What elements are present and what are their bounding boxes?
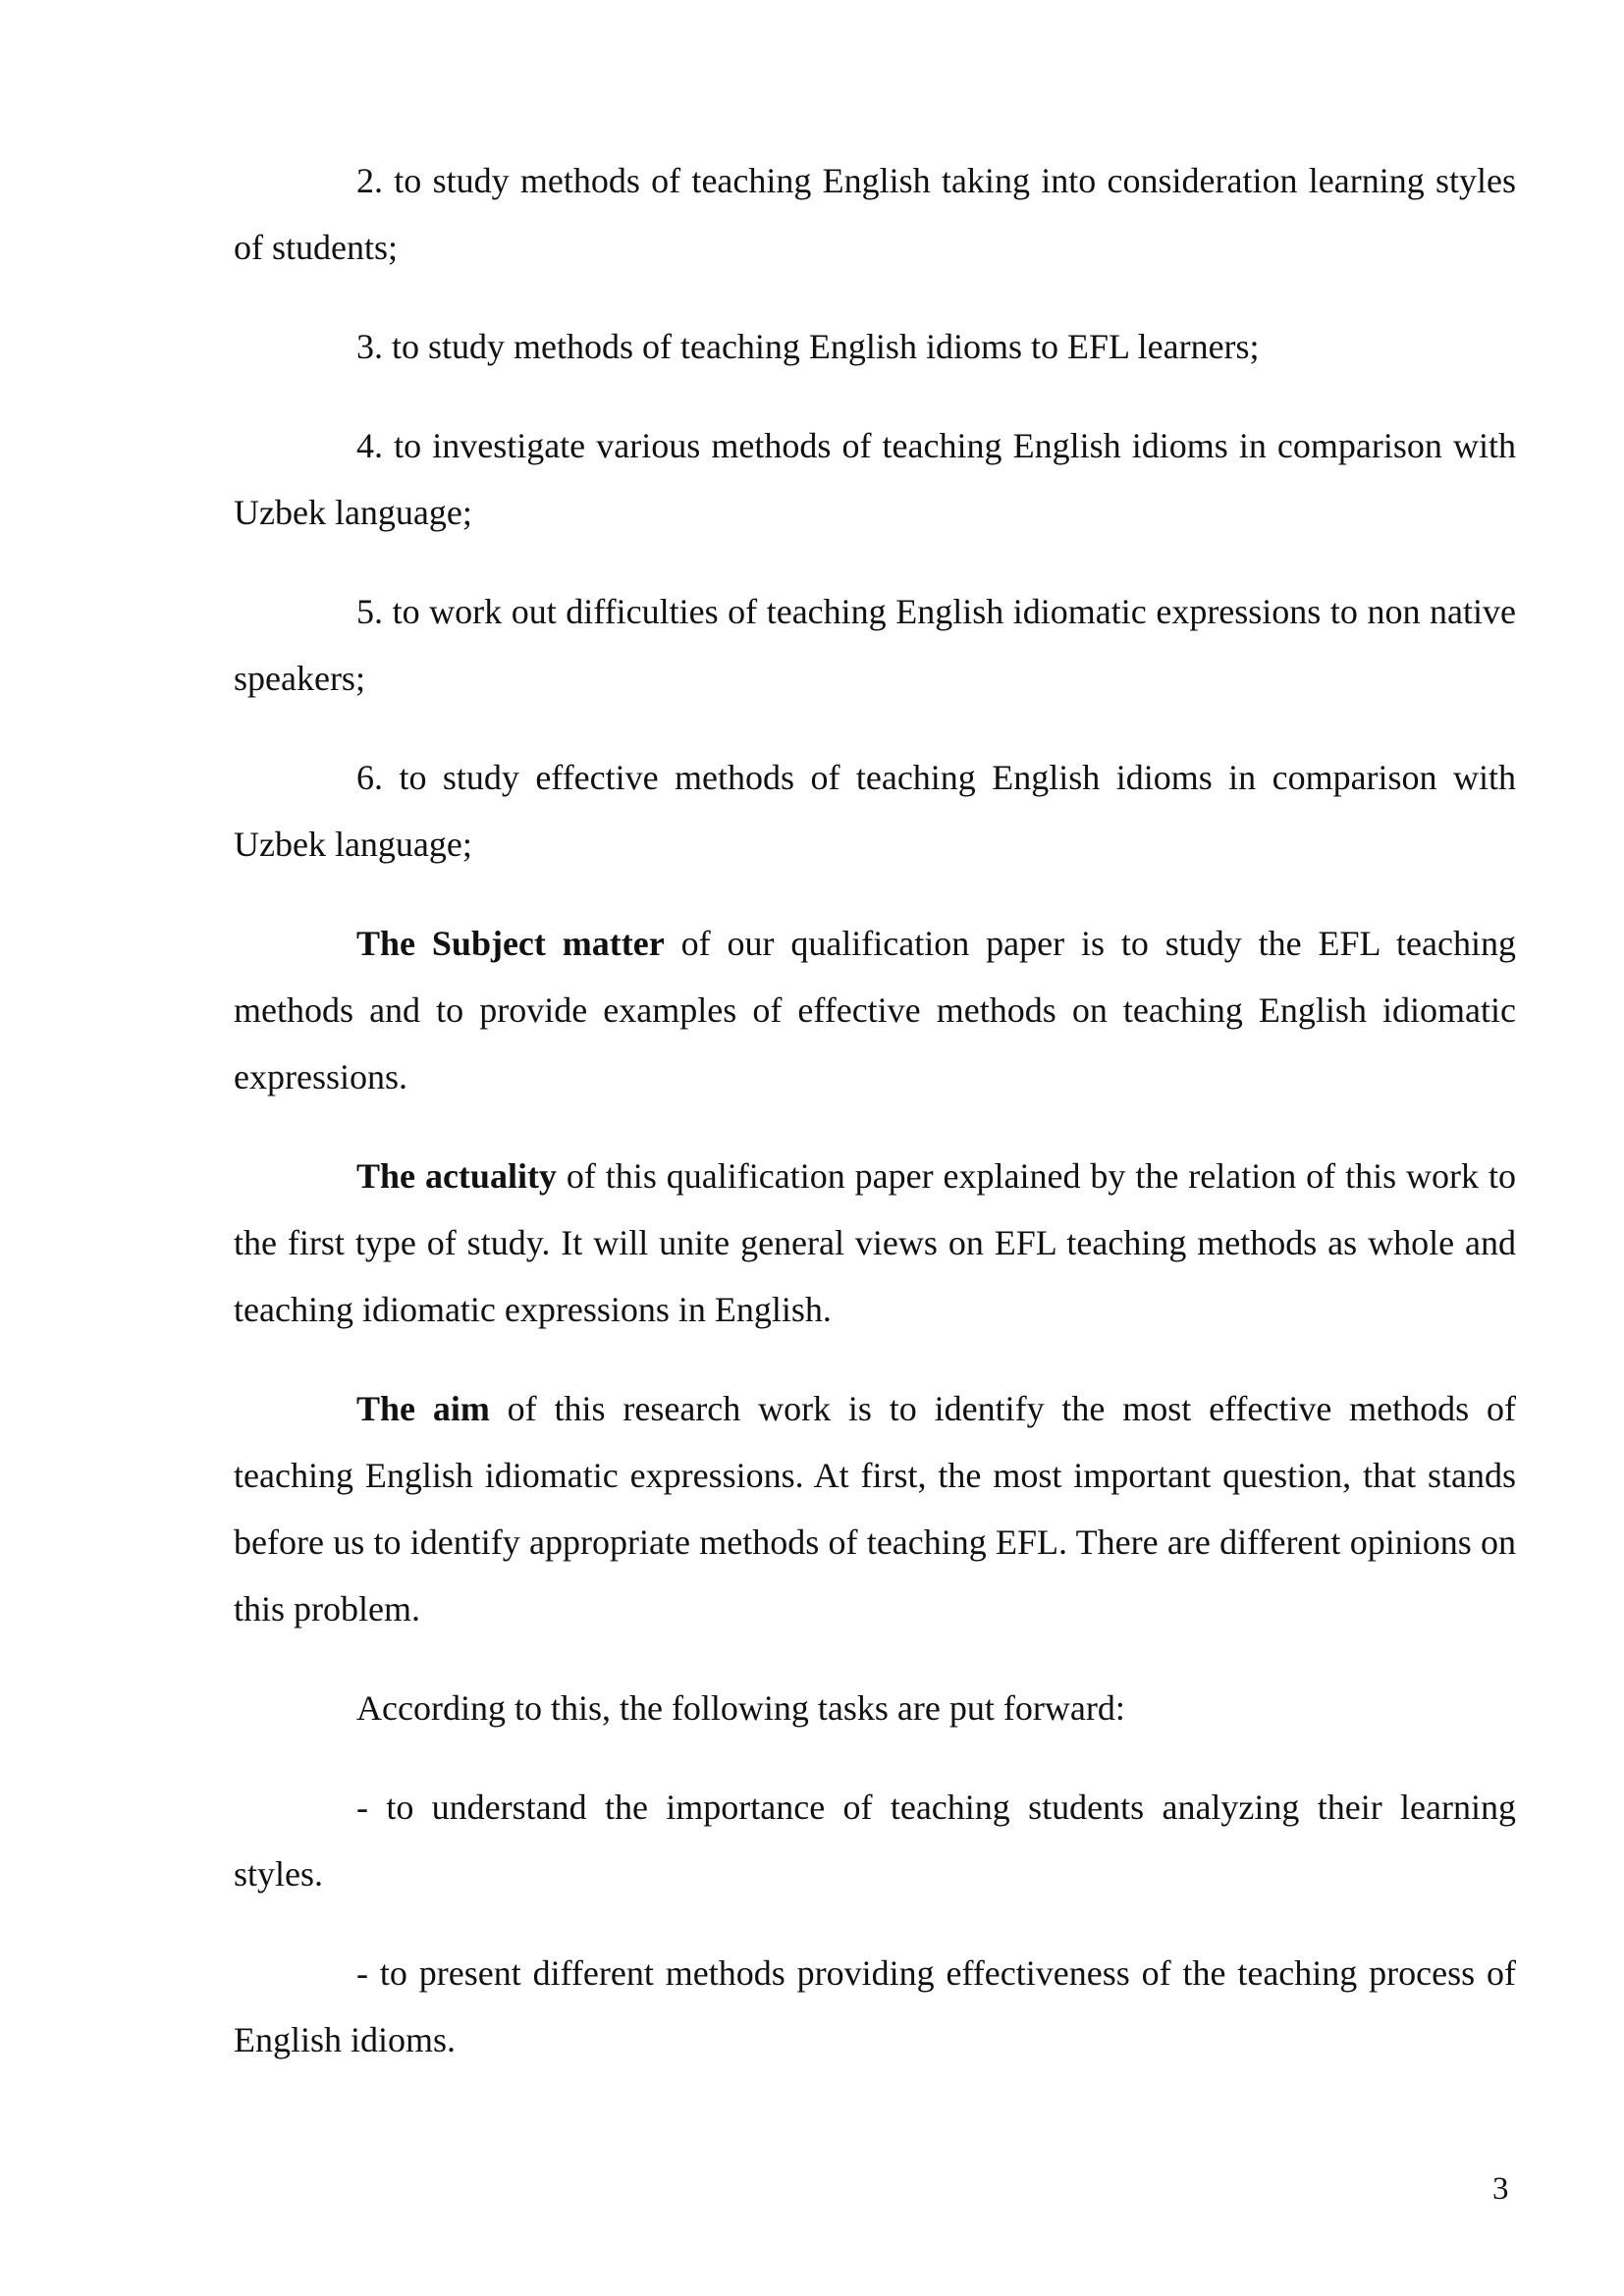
paragraph-text: 6. to study effective methods of teaching English idioms in comparison with Uzbek language;	[234, 758, 1516, 864]
tasks-intro-paragraph	[234, 1675, 1516, 1741]
list-item-6	[234, 744, 1516, 878]
paragraph-text: of this qualification paper explained by the relation of this work to the first type of study. It will unite general views on EFL teaching methods as whole and teaching idiomatic expressions in English.	[234, 1156, 1516, 1329]
list-item-4	[234, 412, 1516, 546]
paragraph-lead: The aim	[356, 1389, 490, 1428]
aim-paragraph	[234, 1375, 1516, 1642]
paragraph-text: - to present different methods providing effectiveness of the teaching process of English idioms.	[234, 1953, 1516, 2059]
page-number: 3	[1492, 2171, 1509, 2207]
task-item-2	[234, 1940, 1516, 2073]
subject-matter-paragraph	[234, 910, 1516, 1110]
paragraph-text: - to understand the importance of teaching students analyzing their learning styles.	[234, 1788, 1516, 1894]
document-body	[234, 147, 1516, 2106]
list-item-2	[234, 147, 1516, 281]
list-item-5	[234, 578, 1516, 712]
list-item-3	[234, 313, 1516, 380]
paragraph-text: 4. to investigate various methods of teaching English idioms in comparison with Uzbek language;	[234, 426, 1516, 532]
paragraph-text: 2. to study methods of teaching English taking into consideration learning styles of students;	[234, 161, 1516, 267]
paragraph-lead: The Subject matter	[356, 924, 665, 963]
actuality-paragraph	[234, 1143, 1516, 1343]
paragraph-text: of our qualification paper is to study the EFL teaching methods and to provide examples of effective methods on teaching English idiomatic expressions.	[234, 924, 1516, 1096]
paragraph-text: 5. to work out difficulties of teaching English idiomatic expressions to non native speakers;	[234, 592, 1516, 698]
task-item-1	[234, 1774, 1516, 1907]
paragraph-text: of this research work is to identify the most effective methods of teaching English idiomatic expressions. At first, the most important question, that stands before us to identify appropriate methods of teaching EFL. There are different opinions on this problem.	[234, 1389, 1516, 1629]
paragraph-text: 3. to study methods of teaching English idioms to EFL learners;	[356, 327, 1260, 366]
paragraph-text: According to this, the following tasks are put forward:	[356, 1688, 1125, 1728]
paragraph-lead: The actuality	[356, 1156, 557, 1196]
